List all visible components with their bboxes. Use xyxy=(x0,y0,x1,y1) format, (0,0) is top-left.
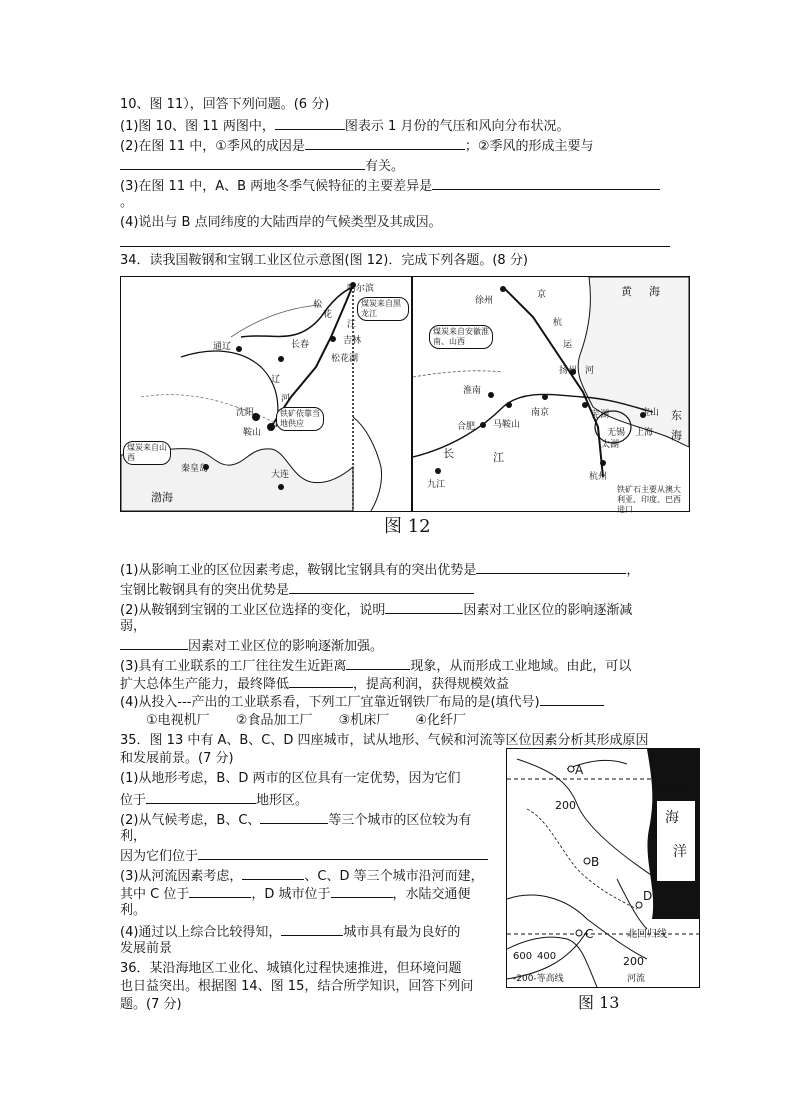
legend-contour: -200-等高线 xyxy=(513,974,564,984)
tropic-label: 北回归线 xyxy=(627,929,667,940)
map-label: 鞍山 xyxy=(243,428,262,438)
map-label: 淮南 xyxy=(463,386,482,396)
q34-p2 xyxy=(120,600,632,620)
coal-source-box: 煤炭来自黑龙江 xyxy=(357,297,409,321)
map-label: 沈阳 xyxy=(236,408,255,418)
contour-label: 200 xyxy=(623,955,644,968)
contour-label: 600 xyxy=(513,951,533,962)
q34-p3-prefix: (3)具有工业联系的工厂往往发生近距离 xyxy=(120,659,347,674)
q34-p4-prefix: (4)从投入---产出的工业联系看，下列工厂宜靠近钢铁厂布局的是(填代号) xyxy=(120,695,540,710)
city-dot xyxy=(278,356,284,362)
city-dot xyxy=(600,460,606,466)
q36-line3: 题。(7 分) xyxy=(120,997,182,1012)
city-dot xyxy=(236,346,242,352)
map-label: 太湖 xyxy=(601,440,620,450)
q34-p1 xyxy=(120,560,639,580)
q34-options xyxy=(146,712,466,730)
answer-blank[interactable] xyxy=(146,790,256,804)
q34-p2-prefix: (2)从鞍钢到宝钢的工业区位选择的变化，说明 xyxy=(120,603,386,618)
answer-blank[interactable] xyxy=(476,560,626,574)
map-label: 花 xyxy=(323,310,333,320)
ocean-label: 海 xyxy=(665,810,679,826)
q34-p3c-prefix: 扩大总体生产能力，最终降低 xyxy=(120,677,290,692)
q33-p1-suffix: 图表示 1 月份的气压和风向分布状况。 xyxy=(344,119,570,134)
q35-p3e: ，水陆交通便 xyxy=(392,887,471,902)
map-label: 吉林 xyxy=(343,336,362,346)
q34-p2d xyxy=(120,636,383,656)
q36-line1: 36．某沿海地区工业化、城镇化过程快速推进，但环境问题 xyxy=(120,961,462,976)
answer-blank[interactable] xyxy=(289,580,474,594)
q33-p3 xyxy=(120,176,660,196)
city-dot xyxy=(542,394,548,400)
q34-p1b-prefix: 宝钢比鞍钢具有的突出优势是 xyxy=(120,583,290,598)
q33-p2 xyxy=(120,136,594,156)
q33-p4: (4)说出与 B 点同纬度的大陆西岸的气候类型及其成因。 xyxy=(120,215,442,230)
q35-p1b xyxy=(120,790,308,810)
map-label: 河 xyxy=(585,366,595,376)
baosteel-map xyxy=(412,276,690,512)
map-label: 杭州 xyxy=(589,472,608,482)
anshan-map xyxy=(120,276,412,512)
iron-source-box: 铁矿依靠当地供应 xyxy=(276,407,324,431)
coal-source-box: 煤炭来自安徽淮南、山西 xyxy=(429,325,493,349)
q35-p1b-prefix: 位于 xyxy=(120,793,147,808)
answer-line[interactable] xyxy=(120,246,670,247)
answer-blank[interactable] xyxy=(540,692,604,706)
city-dot xyxy=(330,336,336,342)
q34-p1-end: ， xyxy=(626,563,640,578)
answer-blank[interactable] xyxy=(331,884,393,898)
city-label-c: C xyxy=(585,927,594,941)
q33-p3-prefix: (3)在图 11 中，A、B 两地冬季气候特征的主要差异是 xyxy=(120,179,433,194)
map-label: 海 xyxy=(671,429,682,442)
map-label: 通辽 xyxy=(213,342,232,352)
iron-source-note: 铁矿石主要从澳大利亚、印度、巴西进口 xyxy=(617,485,681,514)
answer-blank[interactable] xyxy=(432,176,660,190)
answer-blank[interactable] xyxy=(289,674,353,688)
q35-p3-mid: 、C、D 等三个城市沿河而建， xyxy=(304,869,484,884)
contour-label: 400 xyxy=(537,951,557,962)
q35-p3c-prefix: 其中 C 位于 xyxy=(120,887,190,902)
city-dot xyxy=(582,402,588,408)
arctic-circle-label: 北极圈 xyxy=(657,787,687,798)
q34-p4 xyxy=(120,692,604,712)
legend-river: 河流 xyxy=(627,974,646,984)
q34-p3d: ，提高利润，获得规模效益 xyxy=(353,677,510,692)
q33-p1 xyxy=(120,116,569,136)
option-item: ③机床厂 xyxy=(338,713,390,728)
answer-blank[interactable] xyxy=(189,884,251,898)
q35-p3d: ，D 城市位于 xyxy=(251,887,331,902)
map-label: 九江 xyxy=(427,480,446,490)
q34-p2c: 弱， xyxy=(120,619,147,634)
q35-p4c: 发展前景 xyxy=(120,941,173,956)
q35-p4 xyxy=(120,922,460,942)
map-label: 杭 xyxy=(553,318,563,328)
q34-p2d-text: 因素对工业区位的影响逐渐加强。 xyxy=(188,639,384,654)
q33-p1-prefix: (1)图 10、图 11 两图中， xyxy=(120,119,275,134)
map-label: 京 xyxy=(537,290,547,300)
figure-caption: 图 13 xyxy=(578,993,620,1012)
city-label-b: B xyxy=(591,855,600,869)
map-label: 运 xyxy=(563,340,573,350)
map-label: 长春 xyxy=(291,340,310,350)
ocean-label: 洋 xyxy=(673,844,687,860)
city-label-a: A xyxy=(575,763,584,777)
city-dot xyxy=(480,422,486,428)
map-label: 渤海 xyxy=(151,491,173,504)
q35-p2d xyxy=(120,846,488,866)
map-label: 徐州 xyxy=(475,296,494,306)
city-dot xyxy=(506,402,512,408)
q33-p2-end: 有关。 xyxy=(365,159,405,174)
q33-intro: 10、图 11），回答下列问题。(6 分) xyxy=(120,97,330,112)
answer-blank[interactable] xyxy=(120,636,188,650)
q35-title2: 和发展前景。(7 分) xyxy=(120,751,234,766)
answer-blank[interactable] xyxy=(305,136,465,150)
city-dot xyxy=(500,286,506,292)
map-label: 松花湖 xyxy=(331,354,359,364)
map-label: 哈尔滨 xyxy=(347,284,375,294)
map-label: 江 xyxy=(493,451,504,464)
q36-line2: 也日益突出。根据图 14、图 15，结合所学知识，回答下列问 xyxy=(120,979,474,994)
q35-p3f: 利。 xyxy=(120,903,147,918)
map-label: 长 xyxy=(443,447,454,460)
answer-blank[interactable] xyxy=(275,116,345,130)
q34-p1b xyxy=(120,580,474,600)
map-label: 黄 xyxy=(621,285,632,298)
q35-p2-mid: 等三个城市的区位较为有 xyxy=(328,813,472,828)
option-item: ①电视机厂 xyxy=(146,713,210,728)
map-label: 芜湖 xyxy=(591,410,610,420)
q34-p2-mid: 因素对工业区位的影响逐渐减 xyxy=(463,603,633,618)
option-item: ②食品加工厂 xyxy=(235,713,313,728)
q33-p2-mid: ；②季风的形成主要与 xyxy=(464,139,594,154)
q35-p2 xyxy=(120,810,471,830)
q35-p1a: (1)从地形考虑，B、D 两市的区位具有一定优势，因为它们 xyxy=(120,771,461,786)
map-label: 合肥 xyxy=(457,422,476,432)
answer-blank[interactable] xyxy=(120,156,365,170)
map-label: 大连 xyxy=(271,470,290,480)
answer-blank[interactable] xyxy=(198,846,488,860)
q35-p4-prefix: (4)通过以上综合比较得知， xyxy=(120,925,282,940)
coal-source-box: 煤炭来自山西 xyxy=(123,441,171,465)
map-label: 马鞍山 xyxy=(493,420,521,430)
city-label-d: D xyxy=(643,889,653,903)
q35-p2d-prefix: 因为它们位于 xyxy=(120,849,199,864)
map-label: 秦皇岛 xyxy=(181,464,209,474)
map-label: 海 xyxy=(649,285,660,298)
map-label: 上海 xyxy=(635,428,654,438)
q34-title: 34．读我国鞍钢和宝钢工业区位示意图(图 12)．完成下列各题。(8 分) xyxy=(120,253,528,268)
q35-p2-prefix: (2)从气候考虑，B、C、 xyxy=(120,813,261,828)
q34-p1-prefix: (1)从影响工业的区位因素考虑，鞍钢比宝钢具有的突出优势是 xyxy=(120,563,477,578)
q33-p2-prefix: (2)在图 11 中，①季风的成因是 xyxy=(120,139,305,154)
q34-p3c xyxy=(120,674,509,694)
map-label: 松 xyxy=(313,300,323,310)
city-dot xyxy=(488,392,494,398)
map-label: 东 xyxy=(671,409,682,422)
map-label: 无锡 xyxy=(607,428,626,438)
q33-p2-cont xyxy=(120,156,404,176)
contour-label: 200 xyxy=(555,799,576,812)
q35-p3 xyxy=(120,866,484,886)
q33-p3-end: 。 xyxy=(120,195,134,210)
baosteel-map-drawing xyxy=(413,277,689,511)
answer-blank[interactable] xyxy=(346,656,410,670)
map-label: 扬州 xyxy=(559,366,578,376)
q35-p2c: 利， xyxy=(120,829,147,844)
q35-p3c xyxy=(120,884,471,904)
figure-caption: 图 12 xyxy=(384,516,431,537)
city-dot xyxy=(278,484,284,490)
map-label: 河 xyxy=(281,394,291,404)
answer-blank[interactable] xyxy=(242,866,304,880)
answer-blank[interactable] xyxy=(260,810,328,824)
city-dot xyxy=(435,468,441,474)
q35-title1: 35．图 13 中有 A、B、C、D 四座城市，试从地形、气候和河流等区位因素分析其形成原因 xyxy=(120,733,649,748)
answer-blank[interactable] xyxy=(385,600,463,614)
figure13-map xyxy=(506,748,700,988)
answer-blank[interactable] xyxy=(281,922,343,936)
q35-p4-mid: 城市具有最为良好的 xyxy=(343,925,461,940)
map-label: 辽 xyxy=(271,375,281,385)
option-item: ④化纤厂 xyxy=(415,713,467,728)
map-label: 江 xyxy=(347,320,357,330)
q35-p1c: 地形区。 xyxy=(256,793,309,808)
q34-p3-mid: 现象，从而形成工业地域。由此，可以 xyxy=(410,659,632,674)
map-label: 南京 xyxy=(531,408,550,418)
q34-p3 xyxy=(120,656,631,676)
map-label: 宝山 xyxy=(641,408,660,418)
city-dot xyxy=(267,423,275,431)
q35-p3-prefix: (3)从河流因素考虑， xyxy=(120,869,243,884)
